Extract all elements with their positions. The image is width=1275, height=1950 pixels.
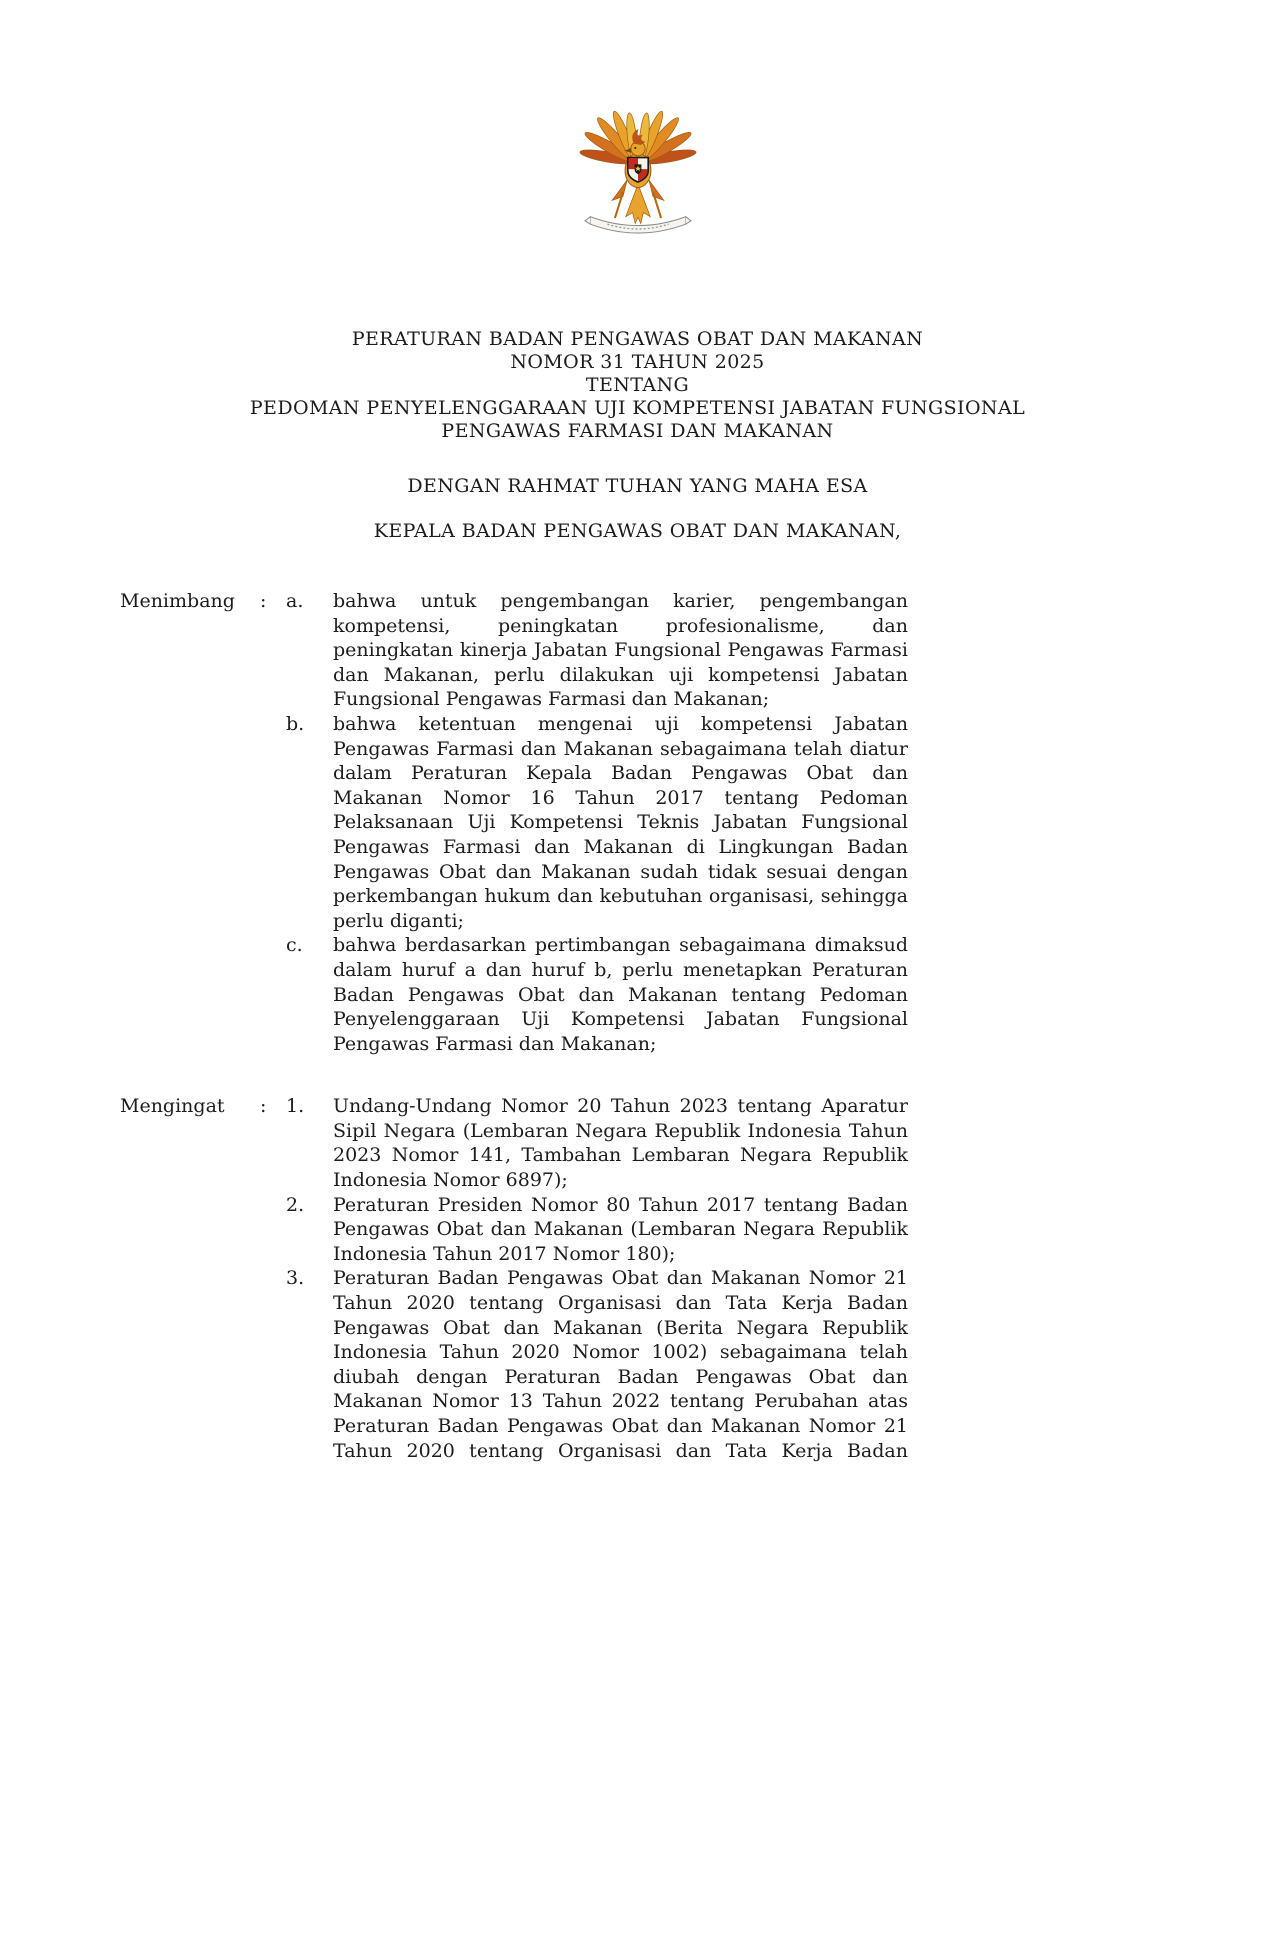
item-marker: 3. bbox=[286, 1267, 305, 1290]
list-item bbox=[286, 589, 908, 712]
item-text: bahwa untuk pengembangan karier, pengembangan kompetensi, peningkatan profesionalisme, dan peningkatan kinerja Jabatan Fungsional Pengawas Farmasi dan Makanan, perlu dilakukan uji kompetensi Jabatan Fungsional Pengawas Farmasi dan Makanan; bbox=[333, 590, 908, 711]
garuda-pancasila-emblem bbox=[570, 88, 706, 238]
list-item bbox=[286, 1193, 908, 1267]
section-colon: : bbox=[260, 590, 267, 612]
item-text: bahwa berdasarkan pertimbangan sebagaimana dimaksud dalam huruf a dan huruf b, perlu menetapkan Peraturan Badan Pengawas Obat dan Makanan tentang Pedoman Penyelenggaraan Uji Kompetensi Jabatan Fungsional Pengawas Farmasi dan Makanan; bbox=[333, 934, 908, 1055]
title-line-subject-1: PEDOMAN PENYELENGGARAAN UJI KOMPETENSI JABATAN FUNGSIONAL bbox=[249, 397, 1026, 419]
item-text: Peraturan Presiden Nomor 80 Tahun 2017 tentang Badan Pengawas Obat dan Makanan (Lembaran Negara Republik Indonesia Tahun 2017 Nomor 180); bbox=[333, 1193, 908, 1265]
item-text: Peraturan Badan Pengawas Obat dan Makanan Nomor 21 Tahun 2020 tentang Organisasi dan Tata Kerja Badan Pengawas Obat dan Makanan (Berita Negara Republik Indonesia Tahun 2020 Nomor 1002) sebagaimana telah diubah dengan Peraturan Badan Pengawas Obat dan Makanan Nomor 13 Tahun 2022 tentang Perubahan atas Peraturan Badan Pengawas Obat dan Makanan Nomor 21 Tahun 2020 tentang Organisasi dan Tata Kerja Badan bbox=[333, 1267, 908, 1462]
title-line-subject-2: PENGAWAS FARMASI DAN MAKANAN bbox=[441, 420, 834, 442]
section-label: Mengingat bbox=[120, 1095, 225, 1118]
preamble-motto: DENGAN RAHMAT TUHAN YANG MAHA ESA bbox=[407, 475, 868, 497]
document-title-block bbox=[0, 328, 1275, 443]
section-items bbox=[286, 1094, 908, 1463]
item-marker: 1. bbox=[286, 1095, 305, 1118]
document-body bbox=[120, 589, 908, 1463]
section-label: Menimbang bbox=[120, 590, 235, 612]
title-line-regulation: PERATURAN BADAN PENGAWAS OBAT DAN MAKANAN bbox=[351, 328, 924, 350]
item-text: Undang-Undang Nomor 20 Tahun 2023 tentang Aparatur Sipil Negara (Lembaran Negara Republik Indonesia Tahun 2023 Nomor 141, Tambahan Lembaran Negara Republik Indonesia Nomor 6897); bbox=[333, 1095, 908, 1192]
list-item bbox=[286, 1094, 908, 1192]
item-marker: a. bbox=[286, 590, 304, 612]
preamble-official-title: KEPALA BADAN PENGAWAS OBAT DAN MAKANAN, bbox=[373, 520, 902, 542]
item-marker: 2. bbox=[286, 1193, 305, 1216]
list-item bbox=[286, 712, 908, 933]
item-marker: b. bbox=[286, 712, 305, 735]
section-menimbang bbox=[120, 589, 908, 1056]
section-items bbox=[286, 589, 908, 1056]
section-colon: : bbox=[260, 1095, 267, 1118]
title-line-number: NOMOR 31 TAHUN 2025 bbox=[510, 351, 765, 373]
title-line-tentang: TENTANG bbox=[585, 374, 690, 396]
list-item bbox=[286, 933, 908, 1056]
item-text: bahwa ketentuan mengenai uji kompetensi Jabatan Pengawas Farmasi dan Makanan sebagaimana telah diatur dalam Peraturan Kepala Badan Pengawas Obat dan Makanan Nomor 16 Tahun 2017 tentang Pedoman Pelaksanaan Uji Kompetensi Teknis Jabatan Fungsional Pengawas Farmasi dan Makanan di Lingkungan Badan Pengawas Obat dan Makanan sudah tidak sesuai dengan perkembangan hukum dan kebutuhan organisasi, sehingga perlu diganti; bbox=[333, 712, 908, 932]
list-item bbox=[286, 1266, 908, 1463]
section-mengingat bbox=[120, 1094, 908, 1463]
item-marker: c. bbox=[286, 934, 303, 957]
garuda-pancasila-icon bbox=[570, 88, 706, 238]
